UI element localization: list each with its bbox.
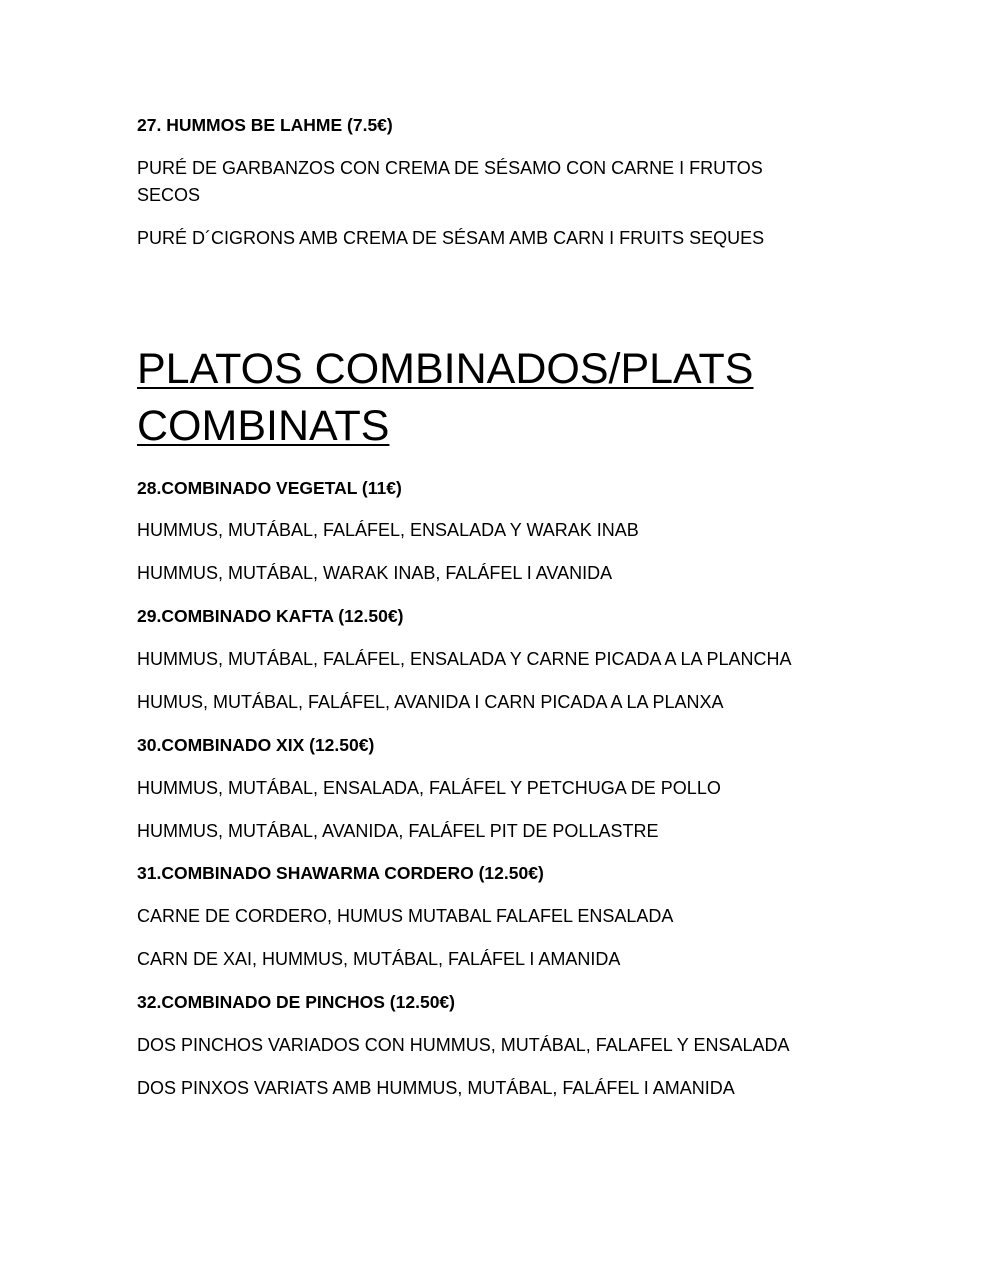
item-desc-es: HUMMUS, MUTÁBAL, FALÁFEL, ENSALADA Y CARNE PICADA A LA PLANCHA (137, 649, 792, 669)
section-title-cont: COMBINATS (137, 402, 390, 450)
item-title: 31.COMBINADO SHAWARMA CORDERO (12.50€) (137, 863, 544, 883)
item-title: 30.COMBINADO XIX (12.50€) (137, 735, 375, 755)
item-27-title: 27. HUMMOS BE LAHME (7.5€) (137, 115, 393, 135)
item-27-desc-es-cont: SECOS (137, 185, 201, 205)
item-27-desc-ca: PURÉ D´CIGRONS AMB CREMA DE SÉSAM AMB CARN I FRUITS SEQUES (137, 228, 765, 248)
item-desc-ca: DOS PINXOS VARIATS AMB HUMMUS, MUTÁBAL, FALÁFEL I AMANIDA (137, 1078, 735, 1098)
item-desc-es: HUMMUS, MUTÁBAL, ENSALADA, FALÁFEL Y PETCHUGA DE POLLO (137, 778, 721, 798)
item-27-desc-es: PURÉ DE GARBANZOS CON CREMA DE SÉSAMO CON CARNE I FRUTOS (137, 158, 763, 178)
item-desc-ca: CARN DE XAI, HUMMUS, MUTÁBAL, FALÁFEL I AMANIDA (137, 949, 621, 969)
section-title: PLATOS COMBINADOS/PLATS (137, 345, 754, 393)
item-title: 28.COMBINADO VEGETAL (11€) (137, 478, 402, 498)
item-desc-es: CARNE DE CORDERO, HUMUS MUTABAL FALAFEL ENSALADA (137, 906, 674, 926)
item-desc-ca: HUMMUS, MUTÁBAL, AVANIDA, FALÁFEL PIT DE POLLASTRE (137, 821, 659, 841)
item-desc-es: DOS PINCHOS VARIADOS CON HUMMUS, MUTÁBAL, FALAFEL Y ENSALADA (137, 1035, 790, 1055)
item-desc-ca: HUMMUS, MUTÁBAL, WARAK INAB, FALÁFEL I AVANIDA (137, 563, 613, 583)
item-desc-es: HUMMUS, MUTÁBAL, FALÁFEL, ENSALADA Y WARAK INAB (137, 520, 639, 540)
item-title: 32.COMBINADO DE PINCHOS (12.50€) (137, 992, 455, 1012)
item-desc-ca: HUMUS, MUTÁBAL, FALÁFEL, AVANIDA I CARN PICADA A LA PLANXA (137, 692, 724, 712)
item-title: 29.COMBINADO KAFTA (12.50€) (137, 606, 404, 626)
